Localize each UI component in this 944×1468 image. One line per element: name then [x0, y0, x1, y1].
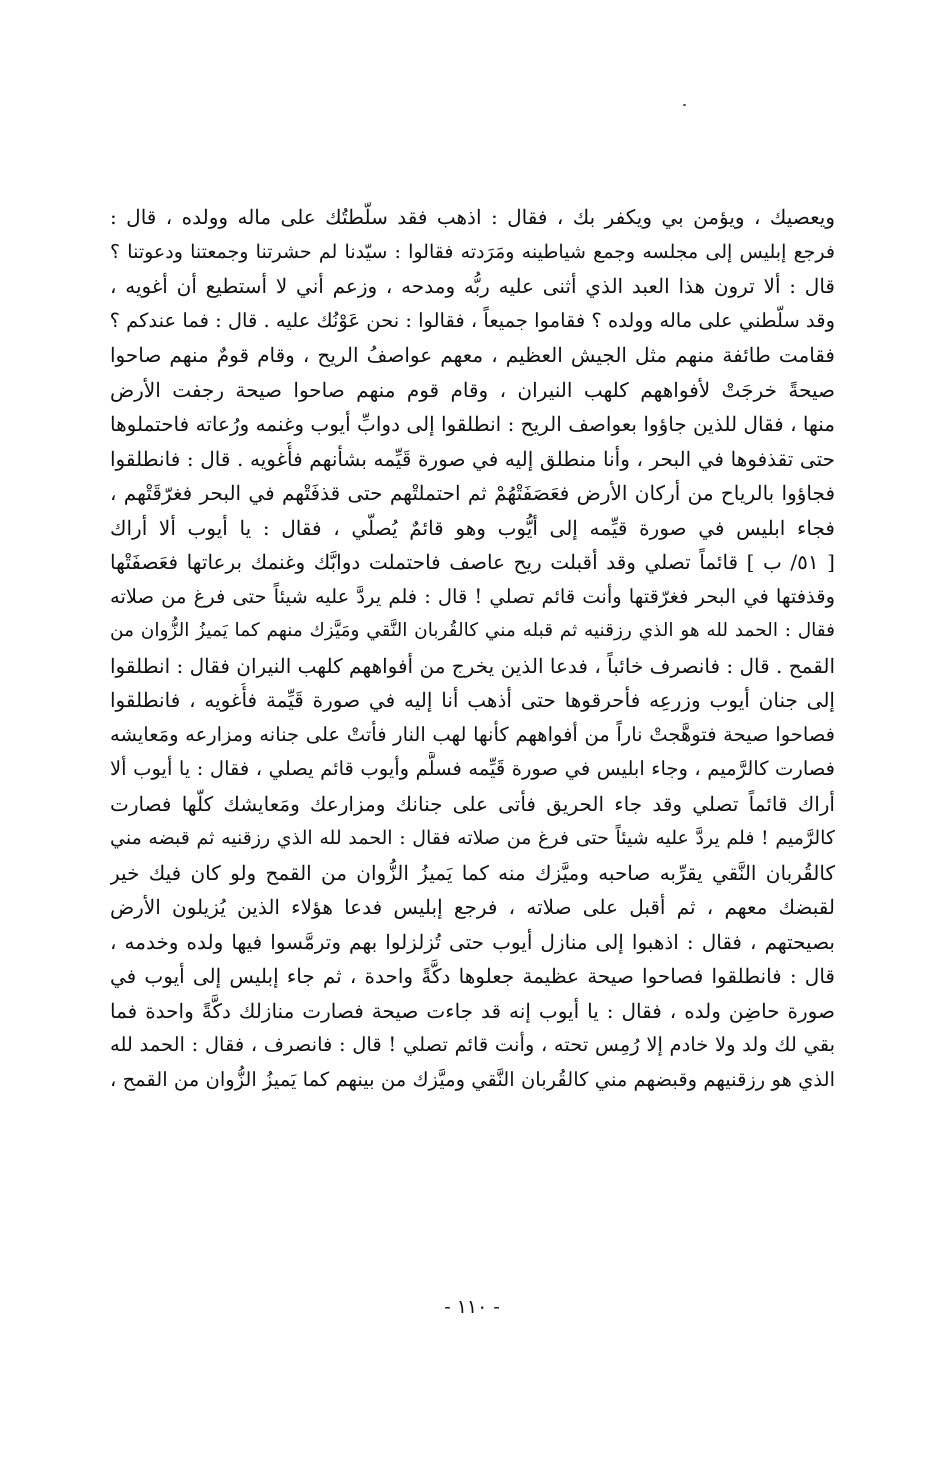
text-line-1: ويعصيك ، ويؤمن بي ويكفر بك ، فقال : اذهب فقد سلّطتُك على ماله وولده ، قال : — [110, 205, 835, 229]
text-line-11: [ ٥١/ ب ] قائماً تصلي وقد أقبلت ريح عاصف فاحتملت دوابَّك وغنمك برعاتها فعَصفَتْها — [110, 550, 835, 574]
text-line-26: الذي هو رزقنيهم وقبضهم مني كالقُربان النَّقي وميَّزك من بينهم كما يَميزُ الزُّوان من القمح ، — [110, 1067, 835, 1091]
text-line-17: فصارت كالرَّميم ، وجاء ابليس في صورة قَيِّمه فسلَّم وأيوب قائم يصلي ، فقال : يا أيوب ألا — [110, 757, 835, 780]
text-line-5: فقامت طائفة منهم مثل الجيش العظيم ، معهم عواصفُ الريح ، وقام قومٌ منهم صاحوا — [110, 343, 835, 367]
text-line-9: فجاؤوا بالرياح من أركان الأرض فعَصَفَتْهُمْ ثم احتملتْهم حتى قذفَتْهم في البحر فغرّقَتْهم ، — [110, 481, 835, 505]
stray-ink-dot — [683, 104, 686, 106]
text-line-22: بصيحتهم ، فقال : اذهبوا إلى منازل أيوب حتى تُزلزلوا بهم وترمَّسوا فيها ولده وخدمه ، — [110, 929, 835, 954]
page-number: - ١١٠ - — [444, 1296, 500, 1318]
text-line-8: حتى تقذفوها في البحر ، وأنا منطلق إليه في صورة قَيِّمه بشأنهم فأُغويه . قال : فانطلقوا — [110, 446, 835, 471]
text-line-18: أراك قائماً تصلي وقد جاء الحريق فأتى على جنانك ومزارعك ومَعايشك كلّها فصارت — [110, 791, 835, 816]
body-text — [110, 200, 835, 1097]
text-line-7: منها ، فقال للذين جاؤوا بعواصف الريح : انطلقوا إلى دوابِّ أيوب وغنمه ورُعاته فاحتملوها — [110, 412, 835, 436]
text-line-24: صورة حاضِن ولده ، فقال : يا أيوب إنه قد جاءت صيحة فصارت منازلك دكَّةً واحدة فما — [110, 998, 835, 1023]
text-line-2: فرجع إبليس إلى مجلسه وجمع شياطينه ومَرَدته فقالوا : سيّدنا لم حشرتنا وجمعتنا ودعوتنا ؟ — [110, 240, 835, 263]
text-line-14: القمح . قال : فانصرف خائباً ، فدعا الذين يخرج من أفواههم كلهب النيران فقال : انطلقوا — [110, 653, 835, 678]
text-line-10: فجاء ابليس في صورة قيِّمه إلى أيُّوب وهو قائمٌ يُصلّي ، فقال : يا أيوب ألا أراك — [110, 515, 835, 540]
text-line-25: بقي لك ولد ولا خادم إلا رُمِس تحته ، وأنت قائم تصلي ! قال : فانصرف ، فقال : الحمد لله — [110, 1033, 835, 1056]
text-line-19: كالرَّميم ! فلم يردَّ عليه شيئاً حتى فرغ من صلاته فقال : الحمد لله الذي رزقنيه ثم قبضه مني — [110, 827, 835, 849]
text-line-12: وقذفتها في البحر فغرّقتها وأنت قائم تصلي ! قال : فلم يردَّ عليه شيئاً حتى فرغ من صلاته — [110, 584, 835, 608]
text-line-4: وقد سلّطني على ماله وولده ؟ فقاموا جميعاً ، فقالوا : نحن عَوْنُك عليه . قال : فما عندكم ؟ — [110, 308, 835, 332]
text-line-16: فصاحوا صيحة فتوهَّجتْ ناراً من أفواههم كأنها لهب النار فأتتْ على جنانه ومزارعه ومَعايشه — [110, 722, 835, 746]
text-line-23: قال : فانطلقوا فصاحوا صيحة عظيمة جعلوها دكَّةً واحدة ، ثم جاء إبليس إلى أيوب في — [110, 964, 835, 988]
text-line-13: فقال : الحمد لله هو الذي رزقنيه ثم قبله مني كالقُربان النَّقي ومَيَّزك منهم كما يَميزُ الزُّوان من — [110, 620, 835, 641]
text-line-21: لقبضك معهم ، ثم أقبل على صلاته ، فرجع إبليس فدعا هؤلاء الذين يُزيلون الأرض — [110, 895, 835, 919]
text-line-3: قال : ألا ترون هذا العبد الذي أثنى عليه ربُّه ومدحه ، وزعم أني لا أستطيع أن أغويه ، — [110, 274, 835, 298]
text-line-6: صيحةً خرجَتْ لأفواههم كلهب النيران ، وقام قوم منهم صاحوا صيحة رجفت الأرض — [110, 377, 835, 402]
text-line-20: كالقُربان النَّقي يقرِّبه صاحبه وميَّزك منه كما يَميزُ الزُّوان من القمح ولو كان فيك خير — [110, 860, 835, 885]
text-line-15: إلى جنان أيوب وزرعِه فأحرقوها حتى أذهب أنا إليه في صورة قَيِّمة فأُغويه ، فانطلقوا — [110, 688, 835, 712]
